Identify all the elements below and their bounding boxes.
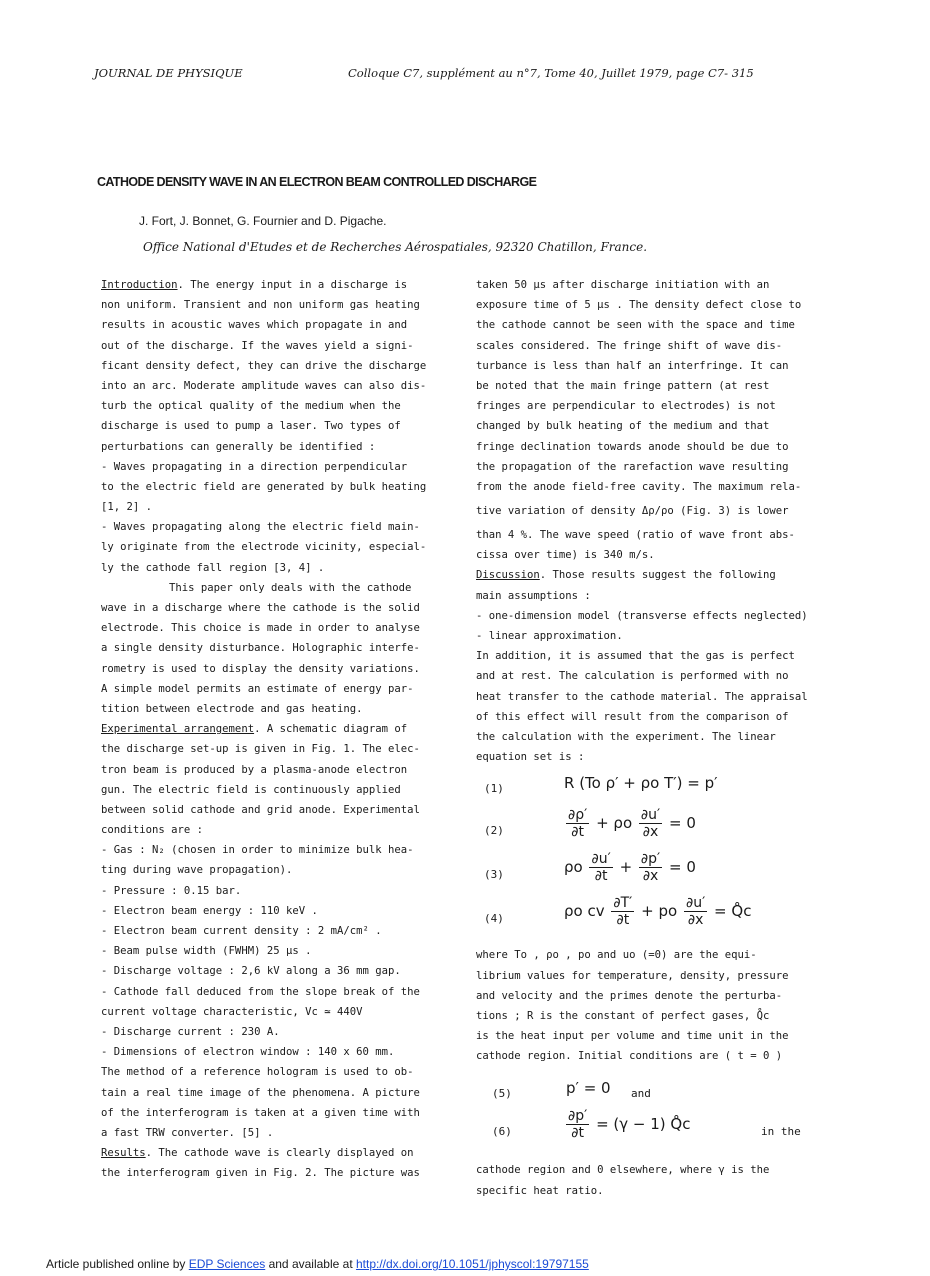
text-line: wave in a discharge where the cathode is the solid — [101, 602, 420, 614]
equation-number: (5) — [492, 1087, 512, 1101]
equation-body — [564, 1108, 690, 1141]
paper-title: CATHODE DENSITY WAVE IN AN ELECTRON BEAM CONTROLLED DISCHARGE — [97, 175, 537, 189]
equation-number: (6) — [492, 1125, 512, 1139]
equation-number: (2) — [484, 824, 504, 838]
text-line: - Electron beam energy : 110 keV . — [101, 904, 318, 917]
numerator: ∂u′ — [591, 851, 611, 868]
operator: + ρo — [596, 814, 633, 833]
text-line: tive variation of density Δρ/ρo (Fig. 3) is lower — [476, 505, 789, 518]
equation-rhs: = 0 — [669, 858, 696, 877]
text-line: ly the cathode fall region [3, 4] . — [101, 561, 325, 574]
text-fragment: . Those results suggest the following — [539, 569, 776, 582]
text-line: of this effect will result from the comparison of — [476, 710, 789, 723]
text-line — [101, 1143, 456, 1163]
denominator: ∂t — [594, 868, 608, 885]
text-line: ficant density defect, they can drive the discharge — [101, 359, 427, 372]
text-line: This paper only deals with the cathode — [169, 581, 412, 594]
text-line: than 4 %. The wave speed (ratio of wave front abs- — [476, 529, 795, 542]
denominator: ∂x — [642, 824, 659, 841]
text-line: ting during wave propagation). — [101, 864, 293, 877]
text-line: fringe declination towards anode should be due to — [476, 440, 789, 453]
fraction — [639, 807, 662, 840]
operator: + po — [641, 902, 678, 921]
numerator: ∂p′ — [640, 851, 661, 868]
fraction — [566, 1108, 589, 1141]
text-line: - one-dimension model (transverse effects neglected) — [476, 609, 808, 622]
footer-text: Article published online by — [46, 1257, 189, 1271]
text-line: tions ; R is the constant of perfect gases, Q̊c — [476, 1009, 770, 1022]
numerator: ∂u′ — [685, 895, 706, 912]
numerator: ∂u′ — [640, 807, 661, 824]
numerator: ∂ρ′ — [568, 807, 588, 824]
text-line: results in acoustic waves which propagate in and — [101, 319, 408, 332]
equation-number: (4) — [484, 912, 504, 926]
fraction — [684, 895, 707, 928]
text-line: - Cathode fall deduced from the slope break of the — [101, 985, 420, 998]
text-line: the discharge set-up is given in Fig. 1. The elec- — [101, 743, 420, 756]
text-line: specific heat ratio. — [476, 1184, 604, 1197]
text-fragment: . A schematic diagram of — [254, 723, 408, 736]
denominator: ∂t — [571, 824, 585, 841]
text-line: into an arc. Moderate amplitude waves can also dis- — [101, 379, 427, 392]
text-fragment: . The energy input in a discharge is — [177, 279, 408, 291]
fraction — [639, 851, 662, 884]
section-heading-results: Results — [101, 1147, 146, 1160]
text-line: cathode region. Initial conditions are ( t = 0 ) — [476, 1050, 783, 1063]
text-line: exposure time of 5 µs . The density defect close to — [476, 299, 802, 312]
equation-body: p′ = 0 — [566, 1079, 611, 1098]
text-line: from the anode field-free cavity. The maximum rela- — [476, 480, 802, 493]
text-line: changed by bulk heating of the medium and that — [476, 420, 770, 433]
text-line: the cathode cannot be seen with the space and time — [476, 319, 795, 332]
text-line: - Electron beam current density : 2 mA/cm² . — [101, 925, 382, 937]
text-line — [101, 719, 456, 739]
text-line: cathode region and 0 elsewhere, where γ is the — [476, 1164, 770, 1177]
denominator: ∂x — [642, 868, 659, 885]
equation-rhs: = (γ − 1) Q̊c — [596, 1115, 691, 1134]
text-line: conditions are : — [101, 824, 204, 837]
left-column — [101, 275, 456, 1183]
equation-1 — [476, 767, 841, 807]
equation-rhs: = Q̊c — [714, 902, 752, 921]
text-line — [101, 275, 456, 295]
text-line: - Beam pulse width (FWHM) 25 µs . — [101, 945, 312, 958]
text-line: out of the discharge. If the waves yield a signi- — [101, 339, 414, 352]
fraction — [589, 851, 612, 884]
fraction — [566, 807, 589, 840]
text-line — [476, 565, 841, 585]
text-fragment: . The cathode wave is clearly displayed on — [145, 1147, 414, 1160]
text-line: and at rest. The calculation is performed with no — [476, 670, 789, 683]
equation-body — [564, 851, 696, 884]
text-line: electrode. This choice is made in order to analyse — [101, 622, 420, 635]
text-line: - linear approximation. — [476, 630, 623, 642]
text-line: discharge is used to pump a laser. Two types of — [101, 420, 401, 433]
authors: J. Fort, J. Bonnet, G. Fournier and D. Pigache. — [139, 214, 387, 228]
fraction — [611, 895, 634, 928]
text-line: the interferogram given in Fig. 2. The picture was — [101, 1167, 420, 1180]
affiliation: Office National d'Etudes et de Recherches Aérospatiales, 92320 Chatillon, France. — [143, 240, 648, 254]
text-line: heat transfer to the cathode material. The appraisal — [476, 690, 808, 703]
text-fragment: in the — [761, 1125, 801, 1139]
citation-line: [1, 2] . — [101, 501, 153, 514]
text-line: perturbations can generally be identified : — [101, 440, 376, 453]
text-line: a fast TRW converter. [5] . — [101, 1126, 274, 1139]
text-line: is the heat input per volume and time unit in the — [476, 1030, 789, 1043]
section-heading-discussion: Discussion — [476, 569, 540, 582]
doi-link[interactable]: http://dx.doi.org/10.1051/jphyscol:19797155 — [355, 1257, 589, 1271]
equation-body — [564, 895, 751, 928]
text-line: fringes are perpendicular to electrodes) is not — [476, 400, 776, 413]
equation-6 — [476, 1108, 841, 1156]
denominator: ∂t — [616, 912, 630, 929]
text-line: tron beam is produced by a plasma-anode electron — [101, 763, 408, 776]
text-line: - Dimensions of electron window : 140 x 60 mm. — [101, 1046, 395, 1059]
footer-text: and available at — [265, 1257, 356, 1271]
text-line: gun. The electric field is continuously applied — [101, 783, 401, 796]
text-fragment: and — [631, 1087, 651, 1101]
text-line: a single density disturbance. Holographic interfe- — [101, 642, 420, 655]
text-line: between solid cathode and grid anode. Experimental — [101, 803, 420, 816]
text-line: of the interferogram is taken at a given time with — [101, 1106, 420, 1119]
text-line: The method of a reference hologram is used to ob- — [101, 1066, 414, 1079]
text-line: to the electric field are generated by bulk heating — [101, 480, 427, 493]
text-line: cissa over time) is 340 m/s. — [476, 549, 655, 562]
text-line: - Waves propagating in a direction perpendicular — [101, 460, 408, 473]
equation-4 — [476, 895, 841, 945]
text-line: librium values for temperature, density, pressure — [476, 969, 789, 982]
text-line: tain a real time image of the phenomena. A picture — [101, 1086, 420, 1099]
text-line: tition between electrode and gas heating. — [101, 702, 363, 715]
coefficient: ρo cv — [564, 902, 605, 921]
text-line: - Pressure : 0.15 bar. — [101, 884, 242, 897]
equation-2 — [476, 807, 841, 851]
text-line: non uniform. Transient and non uniform gas heating — [101, 299, 420, 312]
equation-body — [564, 807, 696, 840]
equation-number: (3) — [484, 868, 504, 882]
footer — [46, 1257, 589, 1271]
text-line: the propagation of the rarefaction wave resulting — [476, 460, 789, 473]
text-line: ly originate from the electrode vicinity, especial- — [101, 541, 427, 554]
text-line: In addition, it is assumed that the gas is perfect — [476, 650, 795, 663]
text-line: the calculation with the experiment. The linear — [476, 730, 776, 743]
text-line: be noted that the main fringe pattern (at rest — [476, 379, 770, 392]
text-line: A simple model permits an estimate of energy par- — [101, 682, 414, 695]
section-heading-experimental: Experimental arrangement — [101, 723, 255, 736]
numerator: ∂p′ — [568, 1108, 588, 1125]
text-line: equation set is : — [476, 751, 585, 764]
text-line: and velocity and the primes denote the perturba- — [476, 989, 783, 1002]
text-line: where To , ρo , po and uo (=0) are the equi- — [476, 949, 757, 962]
text-line: - Gas : N₂ (chosen in order to minimize bulk hea- — [101, 844, 414, 857]
equation-rhs: = 0 — [669, 814, 696, 833]
publisher-link[interactable]: EDP Sciences — [188, 1257, 266, 1271]
equation-3 — [476, 851, 841, 895]
coefficient: ρo — [564, 858, 583, 877]
text-line: turbance is less than half an interfringe. It can — [476, 359, 789, 372]
equation-body: R (To ρ′ + ρo T′) = p′ — [564, 774, 718, 793]
equation-5 — [476, 1072, 841, 1108]
section-heading-introduction: Introduction — [101, 279, 178, 291]
right-column — [476, 275, 841, 1201]
text-line: - Discharge current : 230 A. — [101, 1025, 280, 1038]
numerator: ∂T′ — [613, 895, 633, 912]
operator: + — [619, 858, 633, 877]
journal-name: JOURNAL DE PHYSIQUE — [94, 66, 243, 80]
text-line: rometry is used to display the density variations. — [101, 662, 420, 675]
text-line: scales considered. The fringe shift of wave dis- — [476, 339, 783, 352]
denominator: ∂t — [571, 1125, 585, 1142]
equation-number: (1) — [484, 782, 504, 796]
text-line: - Discharge voltage : 2,6 kV along a 36 mm gap. — [101, 965, 401, 978]
text-line: taken 50 µs after discharge initiation with an — [476, 279, 770, 291]
text-line: current voltage characteristic, Vc ≃ 440V — [101, 1005, 363, 1018]
denominator: ∂x — [687, 912, 704, 929]
text-line: main assumptions : — [476, 589, 591, 602]
text-line: - Waves propagating along the electric field main- — [101, 521, 420, 534]
text-line: turb the optical quality of the medium when the — [101, 400, 401, 413]
issue-info: Colloque C7, supplément au n°7, Tome 40, Juillet 1979, page C7- 315 — [348, 66, 754, 80]
